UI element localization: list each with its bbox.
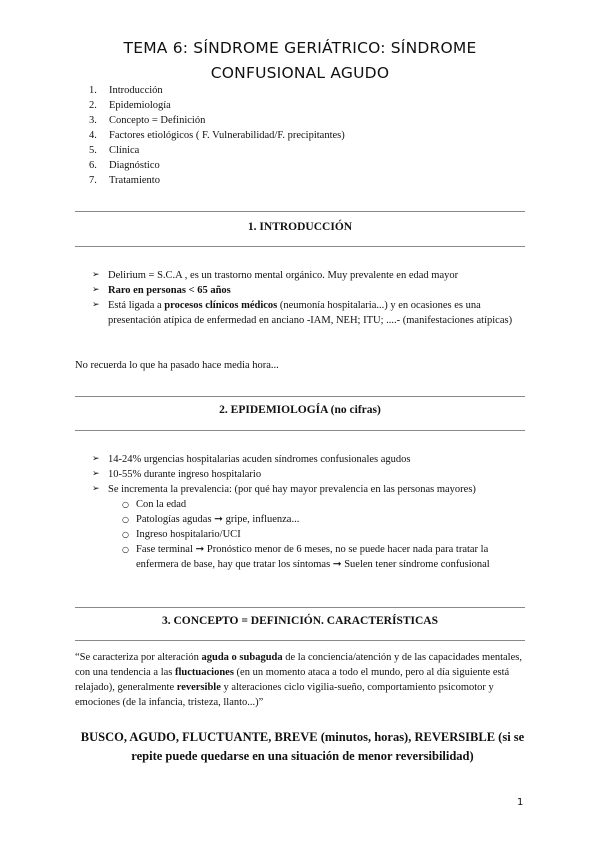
quote-bold: aguda o subaguda — [201, 652, 283, 663]
item-text-bold: procesos clínicos médicos — [164, 300, 278, 311]
item-text: Delirium = S.C.A , es un trastorno mental orgánico. Muy prevalente en edad mayor — [108, 270, 459, 281]
toc-num: 4. — [89, 130, 97, 141]
document-title — [80, 36, 520, 86]
title-line-1: TEMA 6: SÍNDROME GERIÁTRICO: SÍNDROME — [123, 39, 477, 57]
section-divider — [75, 430, 525, 431]
item-text: Raro en personas < 65 años — [108, 285, 231, 296]
page-number: 1 — [517, 797, 524, 808]
list-item — [92, 268, 522, 283]
item-text: 14-24% urgencias hospitalarias acuden síndromes confusionales agudos — [108, 454, 411, 465]
toc-item — [89, 113, 345, 128]
section-divider — [75, 607, 525, 608]
list-item — [92, 298, 522, 328]
toc-label: Tratamiento — [109, 175, 160, 186]
toc-label: Clínica — [109, 145, 140, 156]
toc-label: Introducción — [109, 85, 163, 96]
arrow-bullet-icon: ➢ — [92, 484, 100, 494]
sub-item-text: Con la edad — [136, 499, 187, 510]
list-item — [92, 467, 522, 482]
intro-list — [92, 268, 522, 328]
list-item — [92, 452, 522, 467]
sub-list-item — [108, 542, 522, 572]
item-text: (neumonía hospitalaria...) y en ocasiones es una presentación atípica de enfermedad en anciano -IAM, NEH; ITU; ....- (manifestaciones atípicas) — [108, 300, 513, 326]
quote-text: “Se caracteriza por alteración — [75, 652, 202, 663]
table-of-contents — [89, 83, 345, 188]
toc-num: 1. — [89, 85, 97, 96]
list-item — [92, 482, 522, 572]
quote-text: y alteraciones ciclo vigilia-sueño, comportamiento psicomotor y emociones (de la infancia, tristeza, llanto...)” — [75, 682, 494, 708]
sub-item-text: Patologías agudas ➞ gripe, influenza... — [136, 514, 300, 525]
item-text: 10-55% durante ingreso hospitalario — [108, 469, 262, 480]
toc-item — [89, 173, 345, 188]
circle-bullet-icon: ○ — [122, 545, 129, 554]
toc-item — [89, 98, 345, 113]
epidemiology-list — [92, 452, 522, 572]
section-heading-concepto: 3. CONCEPTO = DEFINICIÓN. CARACTERÍSTICAS — [162, 615, 438, 627]
arrow-bullet-icon: ➢ — [92, 285, 100, 295]
item-text: Está ligada a — [108, 300, 165, 311]
section-heading-introduccion: 1. INTRODUCCIÓN — [247, 221, 353, 233]
intro-note: No recuerda lo que ha pasado hace media hora... — [75, 360, 279, 371]
sub-list-item — [108, 512, 522, 527]
section-heading-epidemiologia: 2. EPIDEMIOLOGÍA (no cifras) — [219, 404, 381, 416]
sub-item-text: Ingreso hospitalario/UCI — [136, 529, 241, 540]
title-line-2: CONFUSIONAL AGUDO — [210, 64, 390, 82]
toc-num: 6. — [89, 160, 97, 171]
circle-bullet-icon: ○ — [122, 515, 129, 524]
toc-label: Factores etiológicos ( F. Vulnerabilidad/F. precipitantes) — [109, 130, 345, 141]
quote-bold: reversible — [176, 682, 221, 693]
toc-num: 7. — [89, 175, 97, 186]
quote-text: (en un momento ataca a todo el mundo, pero al día siguiente está relajado), generalmente — [75, 667, 510, 693]
toc-num: 3. — [89, 115, 97, 126]
characteristics-summary: BUSCO, AGUDO, FLUCTUANTE, BREVE (minutos, horas), REVERSIBLE (si se repite puede quedarse en una situación de menor reversibilidad) — [80, 730, 525, 763]
toc-label: Diagnóstico — [109, 160, 160, 171]
arrow-bullet-icon: ➢ — [92, 454, 100, 464]
sub-list-item — [108, 527, 522, 542]
toc-num: 5. — [89, 145, 97, 156]
toc-num: 2. — [89, 100, 97, 111]
section-divider — [75, 396, 525, 397]
sub-list-item — [108, 497, 522, 512]
toc-item — [89, 128, 345, 143]
list-item — [92, 283, 522, 298]
toc-label: Concepto = Definición — [109, 115, 206, 126]
section-divider — [75, 211, 525, 212]
toc-item — [89, 158, 345, 173]
arrow-bullet-icon: ➢ — [92, 469, 100, 479]
section-divider — [75, 246, 525, 247]
circle-bullet-icon: ○ — [122, 500, 129, 509]
item-text: Se incrementa la prevalencia: (por qué hay mayor prevalencia en las personas mayores) — [108, 484, 476, 495]
circle-bullet-icon: ○ — [122, 530, 129, 539]
quote-text: de la conciencia/atención y de las capacidades mentales, con una tendencia a las — [75, 652, 522, 678]
definition-quote — [75, 650, 530, 710]
sub-item-text: Fase terminal ➞ Pronóstico menor de 6 meses, no se puede hacer nada para tratar la enfermera de base, hay que tratar los síntomas ➞ Suelen tener síndrome confusional — [136, 544, 490, 570]
arrow-bullet-icon: ➢ — [92, 270, 100, 280]
toc-item — [89, 83, 345, 98]
quote-bold: fluctuaciones — [175, 667, 234, 678]
section-divider — [75, 640, 525, 641]
arrow-bullet-icon: ➢ — [92, 300, 100, 310]
prevalence-sublist — [108, 497, 522, 572]
toc-label: Epidemiología — [109, 100, 171, 111]
toc-item — [89, 143, 345, 158]
